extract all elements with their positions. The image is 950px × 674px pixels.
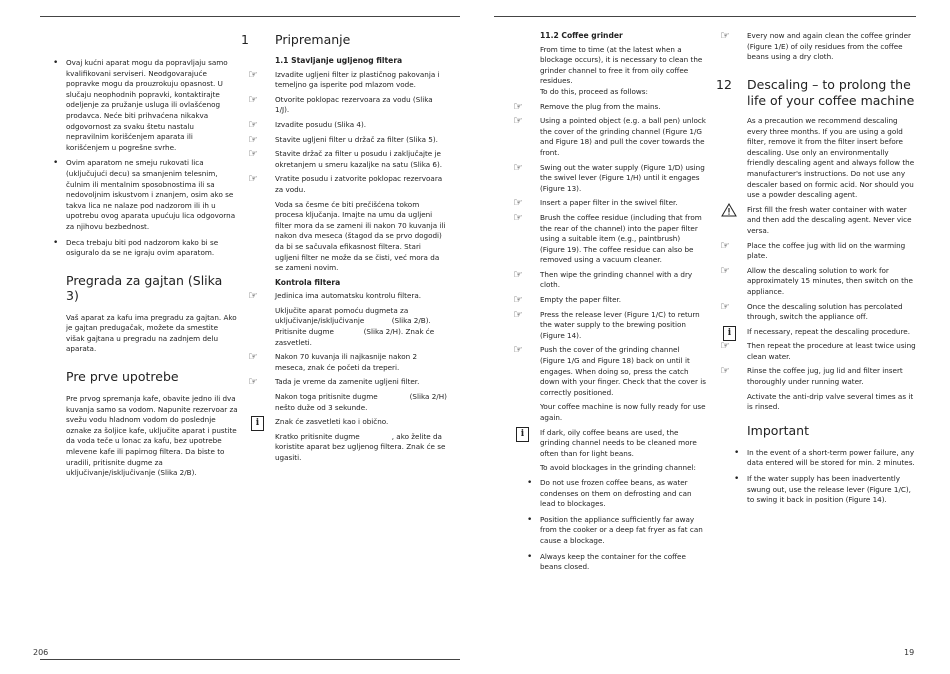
right-column-b-top <box>720 29 917 67</box>
important-heading: Important <box>747 422 809 438</box>
pointing-hand-icon: ☞ <box>513 343 523 357</box>
section-number: 1 <box>241 32 249 47</box>
step-item: ☞ Allow the descaling solution to work for approximately 15 minutes, then switch on the appliance. <box>720 263 913 296</box>
step-item: ☞ Izvadite ugljeni filter iz plastičnog pakovanja i temeljno ga isperite pod mlazom vode. <box>248 67 440 90</box>
pointing-hand-icon: ☞ <box>513 196 523 210</box>
pointing-hand-icon: ☞ <box>513 99 523 113</box>
step-item: ☞ Stavite ugljeni filter u držač za filter (Slika 5). <box>248 132 438 146</box>
right-column-a <box>513 31 706 578</box>
pointing-hand-icon: ☞ <box>248 117 258 131</box>
section-title: Pripremanje <box>275 32 351 47</box>
pointing-hand-icon: ☞ <box>248 350 258 364</box>
control-text: Kratko pritisnite dugme , ako želite da koristite aparat bez ugljenog filtera. Znak će se ugasiti. <box>275 431 448 462</box>
pointing-hand-icon: ☞ <box>248 132 258 146</box>
list-item: • Do not use frozen coffee beans, as water condenses on them on defrosting and can lead to blockages. <box>540 478 706 510</box>
step-item: ☞ Every now and again clean the coffee grinder (Figure 1/E) of oily residues from the coffee beans using a dry cloth. <box>720 29 911 62</box>
info-icon: i <box>251 416 264 431</box>
step-item: ☞ Push the cover of the grinding channel (Figure 1/G and Figure 18) back on until it engages. When doing so, press the catch down with your finger. Check that the cover is correctly positioned. <box>513 343 706 397</box>
important-bullets <box>747 448 917 506</box>
pointing-hand-icon: ☞ <box>720 263 730 277</box>
control-text: Nakon toga pritisnite dugme (Slika 2/H) nešto duže od 3 sekunde. <box>275 392 450 412</box>
filter-note: Voda sa česme će biti prečišćena tokom procesa ključanja. Imajte na umu da ugljeni filter mora da se zameni ili nakon 70 kuvanja ili nakon dva meseca (štagod da se prvo dogodi) da bi se sačuvala efikasnost filtera. Stari ugljeni filter ne može da se čisti, već mora da se zameni novim. <box>275 199 446 273</box>
pointing-hand-icon: ☞ <box>513 267 523 281</box>
descale-intro: As a precaution we recommend descaling every three months. If you are using a gold filter, remove it from the filter insert before descaling. Use only an environmentally friendly descaling agent and always follow the manufacturer's instructions. Do not use any descaler based on formic acid. Nor should you use a powder descaling agent. <box>747 116 915 200</box>
pointing-hand-icon: ☞ <box>720 29 730 42</box>
safety-bullets <box>66 58 238 259</box>
left-page-number: 206 <box>33 648 49 657</box>
pointing-hand-icon: ☞ <box>513 210 523 224</box>
step-item: ☞ Empty the paper filter. <box>513 293 622 307</box>
step-item: ☞ Once the descaling solution has percolated through, switch the appliance off. <box>720 299 903 322</box>
pointing-hand-icon: ☞ <box>513 293 523 307</box>
descale-antidrip: Activate the anti-drip valve several times as it is rinsed. <box>747 391 914 412</box>
filter-heading: 1.1 Stavljanje ugljenog filtera <box>275 56 403 65</box>
list-item: • In the event of a short-term power failure, any data entered will be stored for min. 2 minutes. <box>747 448 917 469</box>
section-number: 12 <box>716 77 732 92</box>
grinder-intro: From time to time (at the latest when a blockage occurs), it is necessary to clean the grinder channel to free it from oily coffee residues. To do this, proceed as follows: <box>540 44 703 96</box>
pointing-hand-icon: ☞ <box>720 238 730 252</box>
warning-item: First fill the fresh water container with water and then add the descaling agent. Never vice versa. <box>747 205 917 237</box>
step-item: ☞ Rinse the coffee jug, jug lid and filter insert thoroughly under running water. <box>720 364 903 387</box>
list-item: • Position the appliance sufficiently far away from the cooker or a deep fat fryer as fat can cause a blockage. <box>540 515 706 547</box>
pointing-hand-icon: ☞ <box>720 364 730 378</box>
step-item: ☞ Brush the coffee residue (including that from the rear of the channel) into the paper filter using a suitable item (e.g., paintbrush) (Figure 19). The coffee residue can also be removed using a vacuum cleaner. <box>513 210 702 265</box>
control-heading: Kontrola filtera <box>275 277 341 287</box>
info-icon: i <box>723 326 736 341</box>
pointing-hand-icon: ☞ <box>248 375 258 389</box>
grinder-ready: Your coffee machine is now fully ready for use again. <box>540 402 706 422</box>
first-use-heading: Pre prve upotrebe <box>66 369 179 385</box>
warning-icon <box>721 203 737 221</box>
left-column-a <box>66 58 238 483</box>
pointing-hand-icon: ☞ <box>248 172 258 186</box>
pointing-hand-icon: ☞ <box>513 160 523 174</box>
pointing-hand-icon: ☞ <box>720 299 730 313</box>
grinder-bullets <box>540 478 706 573</box>
pointing-hand-icon: ☞ <box>248 289 258 303</box>
step-item: ☞ Swing out the water supply (Figure 1/D) using the swivel lever (Figure 1/H) until it engages (Figure 13). <box>513 160 705 193</box>
step-item: ☞ Place the coffee jug with lid on the warming plate. <box>720 238 906 261</box>
step-item: ☞ Remove the plug from the mains. <box>513 99 661 113</box>
pointing-hand-icon: ☞ <box>248 67 258 81</box>
control-text: Uključite aparat pomoću dugmeta za uključivanje/isključivanje (Slika 2/B). Pritisnite dugme (Slika 2/H). Znak će zasvetleti. <box>275 305 437 347</box>
list-item: • Ovaj kućni aparat mogu da popravljaju samo kvalifikovani serviseri. Neodgovarajuće popravke mogu da prouzrokuju opasnost. U slučaju neophodnih popravki, kontaktirajte odeljenje za pružanje usluga ili ovlašćenog prodavca. Neće biti prihvaćena nikakva odgovornost za svaku štetu nastalu nepravilnim korišćenjem aparata ili korišćenjem u pogrešne svrhe. <box>66 58 238 153</box>
list-item: • Always keep the container for the coffee beans closed. <box>540 552 706 573</box>
step-item: ☞ Insert a paper filter in the swivel filter. <box>513 196 678 210</box>
step-item: ☞ Stavite držač za filter u posudu i zaključajte je okretanjem u smeru kazaljke na satu (Slika 6). <box>248 147 443 169</box>
list-item: • If the water supply has been inadvertently swung out, use the release lever (Figure 1/C), to swing it back in position (Figure 14). <box>747 474 917 506</box>
info-item: i If dark, oily coffee beans are used, the grinding channel needs to be cleaned more often than for light beans. <box>540 428 706 460</box>
grinder-avoid: To avoid blockages in the grinding channel: <box>540 463 696 473</box>
grinder-heading: 11.2 Coffee grinder <box>540 31 623 40</box>
pointing-hand-icon: ☞ <box>513 307 523 321</box>
left-column-b <box>248 56 450 468</box>
cord-text: Vaš aparat za kafu ima pregradu za gajtan. Ako je gajtan predugačak, možete da smestite višak gajtana u pregradu na zadnjem delu aparata. <box>66 312 237 354</box>
list-item: • Ovim aparatom ne smeju rukovati lica (uključujući decu) sa smanjenim telesnim, čulnim ili mentalnim sposobnostima ili sa nedovoljnim iskustvom i znanjem, osim ako se takva lica ne nalaze pod nadzorom ili ih u upotrebu ovog aparata upućuju lica odgovorna za njihovu bezbednost. <box>66 158 238 232</box>
step-item: ☞ Vratite posudu i zatvorite poklopac rezervoara za vodu. <box>248 172 443 194</box>
step-item: ☞ Tada je vreme da zamenite ugljeni filter. <box>248 375 420 389</box>
right-page-number: 19 <box>904 648 915 657</box>
step-item: ☞ Nakon 70 kuvanja ili najkasnije nakon 2 meseca, znak će početi da treperi. <box>248 350 418 372</box>
left-header-rule <box>40 16 460 17</box>
info-icon: i <box>516 427 529 442</box>
info-item: i Znak će zasvetleti kao i obično. <box>275 417 447 428</box>
step-item: ☞ Press the release lever (Figure 1/C) to return the water supply to the brewing position (Figure 14). <box>513 307 700 340</box>
step-item: ☞ Then wipe the grinding channel with a dry cloth. <box>513 267 693 290</box>
pointing-hand-icon: ☞ <box>248 147 258 161</box>
pointing-hand-icon: ☞ <box>720 339 730 353</box>
step-item: ☞ Izvadite posudu (Slika 4). <box>248 117 367 131</box>
list-item: • Deca trebaju biti pod nadzorom kako bi se osiguralo da se ne igraju ovim aparatom. <box>66 238 238 259</box>
right-column-b <box>720 116 917 511</box>
step-item: ☞ Using a pointed object (e.g. a ball pen) unlock the cover of the grinding channel (Figure 1/G and Figure 18) and pull the cover towards the front. <box>513 114 706 157</box>
right-header-rule <box>494 16 916 17</box>
step-item: ☞ Jedinica ima automatsku kontrolu filtera. <box>248 289 422 303</box>
info-item: i If necessary, repeat the descaling procedure. <box>747 327 917 338</box>
cord-heading: Pregrada za gajtan (Slika 3) <box>66 272 223 303</box>
pointing-hand-icon: ☞ <box>513 114 523 128</box>
left-footer-rule <box>40 659 460 660</box>
step-item: ☞ Then repeat the procedure at least twice using clean water. <box>720 339 916 361</box>
section-title: Descaling – to prolong the life of your coffee machine <box>747 77 915 108</box>
first-use-text: Pre prvog spremanja kafe, obavite jedno ili dva kuvanja samo sa vodom. Napunite rezervoar za svežu vodu hladnom vodom do poslednje oznake za šoljice kafe, uključite aparat i pustite da voda teče u lonac za kafu, bez upotrebe mlevene kafe ili papirnog filtera. Da biste to uradili, pritisnite dugme za uključivanje/isključivanje (Slika 2/B). <box>66 394 238 478</box>
step-item: ☞ Otvorite poklopac rezervoara za vodu (Slika 1/J). <box>248 92 433 115</box>
pointing-hand-icon: ☞ <box>248 92 258 106</box>
